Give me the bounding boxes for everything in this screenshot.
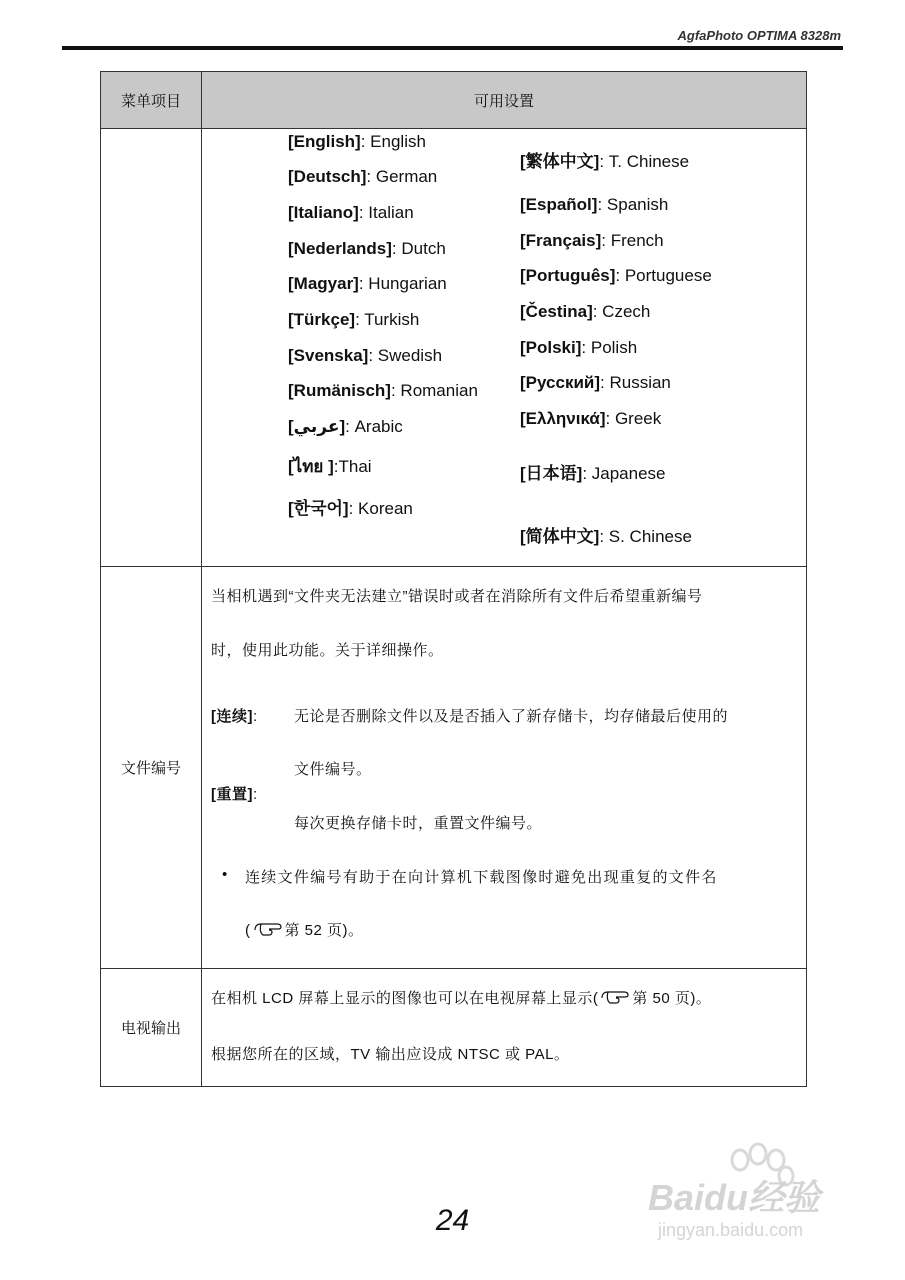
tv-out-row: [101, 969, 806, 1087]
language-code: [English]: [288, 132, 361, 151]
language-code: [Português]: [520, 266, 616, 285]
file-number-intro-line2: 时，使用此功能。关于详细操作。: [211, 642, 444, 659]
header-menu-item: 菜单项目: [101, 72, 202, 128]
language-code: [عربي]: [288, 417, 346, 436]
language-name: :Thai: [333, 457, 372, 476]
language-option: [520, 373, 671, 393]
language-name: : Japanese: [582, 464, 666, 483]
continuous-option: [211, 705, 258, 726]
continuous-desc-line2: 文件编号。: [294, 761, 372, 778]
language-code: [ไทย ]: [288, 457, 334, 476]
language-name: : English: [360, 132, 426, 151]
tv-out-description: [202, 969, 806, 1086]
language-label-cell: [101, 129, 202, 566]
language-name: : T. Chinese: [599, 152, 690, 171]
reset-option: [211, 783, 258, 804]
language-option: [288, 239, 446, 259]
language-option: [288, 346, 442, 366]
language-code: [Español]: [520, 195, 598, 214]
reset-colon: :: [253, 786, 258, 803]
pointing-hand-icon: [253, 920, 283, 942]
language-code: [Svenska]: [288, 346, 369, 365]
language-code: [繁体中文]: [520, 152, 600, 171]
page-number: 24: [435, 1204, 470, 1237]
language-name: : French: [601, 231, 664, 250]
language-name: : Swedish: [368, 346, 443, 365]
language-code: [日本语]: [520, 464, 583, 483]
note-bullet: •: [222, 866, 228, 883]
language-options-cell: [202, 129, 806, 566]
language-name: : Korean: [348, 499, 413, 518]
language-code: [Polski]: [520, 338, 582, 357]
tv-out-line1-suffix: 第 50 页)。: [632, 990, 712, 1007]
language-name: : Romanian: [390, 381, 478, 400]
note-line2-prefix: (: [245, 922, 251, 939]
document-header-title: AgfaPhoto OPTIMA 8328m: [677, 28, 841, 43]
language-code: [Magyar]: [288, 274, 359, 293]
language-code: [Rumänisch]: [288, 381, 391, 400]
language-option: [520, 266, 712, 286]
language-row: [101, 129, 806, 567]
language-code: [한국어]: [288, 499, 349, 518]
language-name: : Portuguese: [615, 266, 712, 285]
reset-tag: [重置]: [211, 786, 253, 803]
file-number-description: [202, 567, 806, 968]
language-option: [520, 459, 666, 484]
language-code: [Italiano]: [288, 203, 359, 222]
tv-out-line1-prefix: 在相机 LCD 屏幕上显示的图像也可以在电视屏幕上显示(: [211, 990, 599, 1007]
file-number-row: [101, 567, 806, 969]
continuous-tag: [连续]: [211, 708, 253, 725]
file-number-label: 文件编号: [101, 567, 202, 968]
language-option: [520, 409, 661, 429]
language-option: [520, 522, 692, 547]
language-option: [520, 302, 650, 322]
reset-desc: 每次更换存储卡时，重置文件编号。: [294, 815, 543, 832]
language-name: : Dutch: [391, 239, 446, 258]
language-code: [Ελληνικά]: [520, 409, 606, 428]
language-option: [520, 231, 664, 251]
language-name: : Turkish: [355, 310, 420, 329]
language-code: [Deutsch]: [288, 167, 367, 186]
language-name: : Arabic: [345, 417, 403, 436]
note-line2: [245, 919, 364, 942]
watermark-brand: Baidu经验: [648, 1177, 821, 1218]
language-name: : Russian: [600, 373, 671, 392]
language-option: [288, 203, 414, 223]
tv-out-label: 电视输出: [101, 969, 202, 1086]
language-option: [288, 381, 478, 401]
note-line1: 连续文件编号有助于在向计算机下载图像时避免出现重复的文件名: [245, 869, 718, 886]
tv-out-line2: 根据您所在的区域，TV 输出应设成 NTSC 或 PAL。: [211, 1046, 570, 1063]
language-name: : Greek: [605, 409, 662, 428]
language-option: [288, 453, 372, 480]
language-name: : Polish: [581, 338, 638, 357]
language-name: : S. Chinese: [599, 527, 692, 546]
language-option: [288, 417, 403, 437]
note-line2-suffix: 第 52 页)。: [284, 922, 364, 939]
language-option: [288, 494, 413, 519]
file-number-intro-line1: 当相机遇到“文件夹无法建立”错误时或者在消除所有文件后希望重新编号: [211, 588, 703, 605]
language-code: [Čestina]: [520, 302, 593, 321]
language-option: [288, 310, 419, 330]
language-option: [288, 167, 437, 187]
language-option: [288, 132, 426, 152]
language-name: : German: [366, 167, 438, 186]
continuous-desc-line1: 无论是否删除文件以及是否插入了新存储卡，均存储最后使用的: [294, 708, 729, 725]
language-code: [Türkçe]: [288, 310, 356, 329]
language-option: [520, 195, 668, 215]
table-header-row: [101, 72, 806, 129]
language-name: : Spanish: [597, 195, 669, 214]
tv-out-line1: [211, 987, 711, 1010]
continuous-colon: :: [253, 708, 258, 725]
language-name: : Hungarian: [358, 274, 447, 293]
pointing-hand-icon: [600, 988, 630, 1010]
language-option: [288, 274, 447, 294]
language-option: [520, 147, 689, 172]
language-code: [Français]: [520, 231, 602, 250]
language-name: : Italian: [358, 203, 414, 222]
header-rule: [62, 46, 843, 50]
language-code: [Nederlands]: [288, 239, 392, 258]
settings-table: [100, 71, 807, 1087]
language-option: [520, 338, 637, 358]
header-available-settings: 可用设置: [473, 92, 534, 110]
watermark-url: jingyan.baidu.com: [658, 1220, 804, 1240]
language-name: : Czech: [592, 302, 651, 321]
language-code: [Русский]: [520, 373, 601, 392]
language-code: [简体中文]: [520, 527, 600, 546]
